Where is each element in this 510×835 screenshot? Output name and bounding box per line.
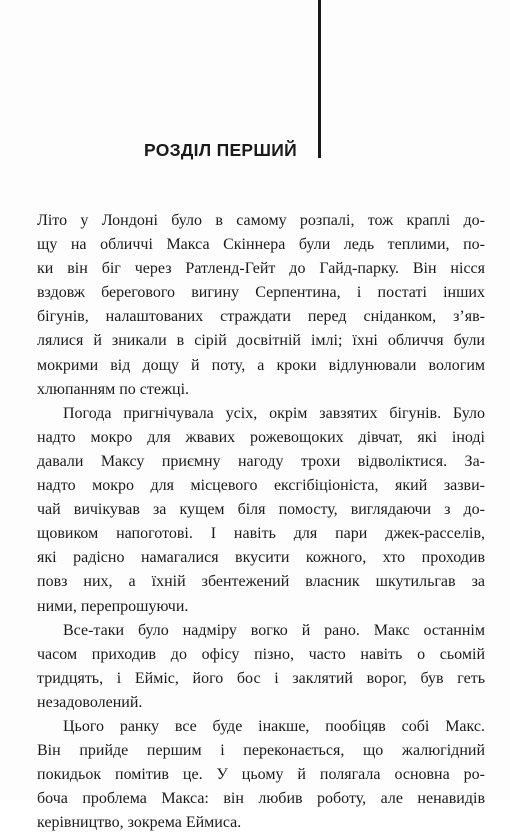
text-line: мокрими від дощу й поту, а кроки відлунювали вологим [37,356,485,374]
text-line: щовиком напоготові. І навіть для пари джек-расселів, [37,525,485,543]
decorative-vertical-line [318,0,321,158]
text-line: Літо у Лондоні було в самому розпалі, тож краплі до- [37,212,485,229]
paragraph-1 [37,209,485,402]
text-line: лялися й зникали в сірій досвітній імлі; їхні обличчя були [37,332,485,350]
paragraph-4 [37,715,485,835]
text-line: повз них, а їхній збентежений власник шкутильгав за [37,573,485,591]
chapter-title: РОЗДІЛ ПЕРШИЙ [144,140,298,160]
chapter-body [37,209,485,835]
text-line: щу на обличчі Макса Скіннера були ледь теплими, по- [37,236,485,254]
text-line: які радісно намагалися вкусити кожного, хто проходив [37,549,485,567]
text-line: надто мокро для жвавих рожевощоких дівчат, які іноді [37,428,485,446]
text-line: тридцять, і Ейміс, його бос і заклятий ворог, був геть [37,669,485,687]
text-line: хлюпанням по стежці. [37,380,190,398]
text-line: ними, перепрошуючи. [37,597,189,615]
text-line: Погода пригнічувала усіх, окрім завзятих бігунів. Було [63,404,485,422]
text-line: Він прийде першим і переконається, що жалюгідний [37,742,485,760]
text-line: незадоволений. [37,693,143,711]
text-line: чай вичікував за кущем біля помосту, виглядаючи з до- [37,501,485,519]
text-line: бігунів, налаштованих страждати перед сніданком, з’яв- [37,308,485,326]
paragraph-2 [37,402,485,619]
text-line: Все-таки було надміру вогко й рано. Макс останнім [63,621,485,639]
text-line: керівництво, зокрема Еймиса. [37,814,242,832]
text-line: надто мокро для місцевого ексгібіціоніста, який зазви- [37,477,485,495]
text-line: давали Максу приємну нагоду трохи відволіктися. За- [37,452,485,470]
paragraph-3 [37,619,485,715]
text-line: часом приходив до офісу пізно, часто навіть о сьомій [37,645,485,663]
text-line: боча проблема Макса: він любив роботу, але ненавидів [37,790,485,808]
text-line: вздовж берегового вигину Серпентина, і постаті інших [37,284,485,302]
text-line: покидьок помітив це. У цьому й полягала основна ро- [37,766,485,784]
text-line: Цього ранку все буде інакше, пообіцяв собі Макс. [63,717,485,735]
text-line: ки він біг через Ратленд-Гейт до Гайд-парку. Він нісся [37,260,485,278]
